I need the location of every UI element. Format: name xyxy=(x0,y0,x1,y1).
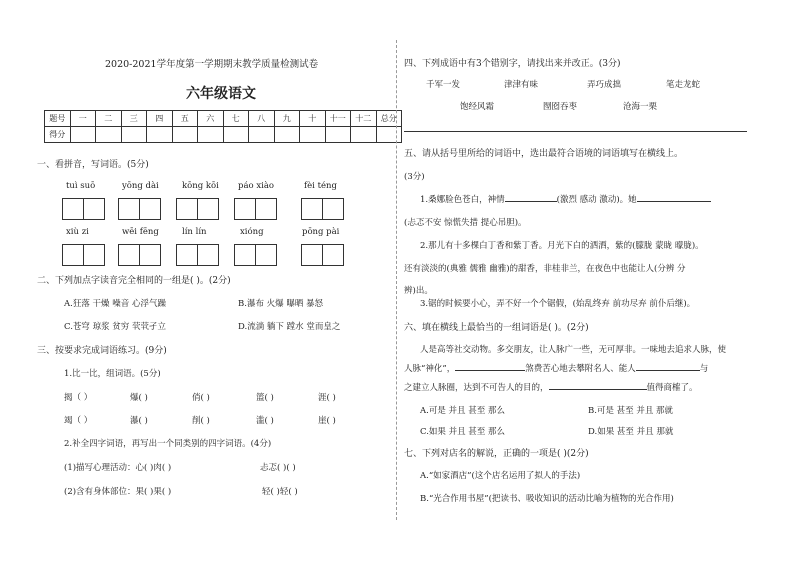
option-b: B.“光合作用书屋”(把读书、吸收知识的活动比喻为植物的光合作用) xyxy=(420,494,674,504)
pinyin: fèi téng xyxy=(304,181,337,191)
table-cell: 题号 xyxy=(45,111,71,127)
score-cell[interactable] xyxy=(147,127,173,143)
answer-boxes[interactable] xyxy=(62,244,104,266)
q6-passage-line3 xyxy=(404,381,698,393)
score-cell[interactable] xyxy=(376,127,402,143)
text: 人脉“神化”， xyxy=(404,364,456,374)
idiom: 沧海一栗 xyxy=(623,102,658,112)
answer-boxes[interactable] xyxy=(301,198,343,220)
word-item: 揭（ ） xyxy=(64,393,93,403)
table-cell: 四 xyxy=(147,111,173,127)
pinyin: páo xiào xyxy=(238,181,275,191)
blank-line[interactable] xyxy=(505,201,557,202)
idiom: 弄巧成拙 xyxy=(587,80,622,90)
table-cell: 九 xyxy=(274,111,300,127)
score-table-header-row xyxy=(45,111,402,127)
option-a: A.“如家酒店”(这个店名运用了拟人的手法) xyxy=(420,471,581,481)
text: (激烈 感动 激动)。她 xyxy=(556,195,637,205)
idiom: 饱经风霜 xyxy=(460,102,495,112)
fill-line: (1)描写心理活动：心( )肉( ) xyxy=(64,463,172,473)
q2-title: 二、下列加点字读音完全相同的一组是( )。(2分) xyxy=(37,276,231,286)
q3-title: 三、按要求完成词语练习。(9分) xyxy=(37,346,167,356)
table-cell: 十二 xyxy=(351,111,377,127)
score-table xyxy=(44,110,402,143)
pinyin: wēi fēng xyxy=(122,227,159,237)
q5-score: (3分) xyxy=(404,172,425,182)
q5-title: 五、请从括号里所给的词语中，选出最符合语境的词语填写在横线上。 xyxy=(404,149,684,159)
blank-line[interactable] xyxy=(636,370,700,371)
q5-sentence-2-end: 辨)出。 xyxy=(404,286,433,296)
q5-sentence-2-cont: 还有淡淡的(典雅 儒雅 幽雅)的甜香，非桂非兰，在夜色中也能让人(分辨 分 xyxy=(404,264,686,274)
fill-line: (2)含有身体部位：果( )果( ) xyxy=(64,487,172,497)
answer-boxes[interactable] xyxy=(176,198,218,220)
idiom: 笔走龙蛇 xyxy=(666,80,701,90)
table-cell: 七 xyxy=(223,111,249,127)
table-cell: 五 xyxy=(172,111,198,127)
answer-boxes[interactable] xyxy=(176,244,218,266)
table-cell: 八 xyxy=(249,111,275,127)
q5-sentence-3: 3.锯的时候要小心，弄不好一个个锯假，(始乱终弃 前功尽弃 前仆后继)。 xyxy=(420,299,696,309)
pinyin: xiù zi xyxy=(66,227,89,237)
answer-boxes[interactable] xyxy=(118,198,160,220)
option-c: C.如果 并且 甚至 那么 xyxy=(420,427,506,437)
option-b: B.瀑布 火爆 曝晒 暴怒 xyxy=(238,299,324,309)
table-cell: 十一 xyxy=(325,111,351,127)
word-item: 竭（ ） xyxy=(64,416,93,426)
q5-sentence-1 xyxy=(420,193,711,205)
idiom: 千军一发 xyxy=(426,80,461,90)
q6-passage-line2 xyxy=(404,362,708,374)
word-item: 崖( ) xyxy=(318,416,336,426)
text: 与 xyxy=(699,364,709,374)
score-cell[interactable] xyxy=(249,127,275,143)
answer-boxes[interactable] xyxy=(234,244,276,266)
pinyin: kōng kōi xyxy=(182,181,219,191)
table-cell: 三 xyxy=(121,111,147,127)
score-table-score-row xyxy=(45,127,402,143)
pinyin: pōng pài xyxy=(302,227,340,237)
word-item: 篮( ) xyxy=(256,393,274,403)
table-cell: 二 xyxy=(96,111,122,127)
table-cell: 一 xyxy=(70,111,96,127)
word-item: 削( ) xyxy=(192,416,210,426)
pinyin: xióng xyxy=(240,227,264,237)
q3-sub1: 1.比一比，组词语。(5分) xyxy=(64,369,161,379)
idiom: 津津有味 xyxy=(504,80,539,90)
pinyin: tuì suō xyxy=(66,181,96,191)
option-d: D.流淌 躺下 蹚水 堂而皇之 xyxy=(238,322,341,332)
score-cell[interactable] xyxy=(223,127,249,143)
q4-title: 四、下列成语中有3个错别字，请找出来并改正。(3分) xyxy=(404,59,621,69)
text: 1.桑娜脸色苍白，神情 xyxy=(420,195,505,205)
q3-sub2: 2.补全四字词语，再写出一个同类别的四字词语。(4分) xyxy=(64,439,272,449)
option-a: A.狂落 干燥 噪音 心浮气躁 xyxy=(64,299,166,309)
answer-line[interactable] xyxy=(404,131,747,132)
score-cell[interactable] xyxy=(96,127,122,143)
score-cell[interactable] xyxy=(300,127,326,143)
option-b: B.可是 甚至 并且 那就 xyxy=(588,406,674,416)
pinyin: yōng dài xyxy=(122,181,159,191)
text: 值得商榷了。 xyxy=(646,383,698,393)
option-d: D.如果 甚至 并且 那就 xyxy=(588,427,674,437)
word-item: 爆( ) xyxy=(130,393,148,403)
subject-title: 六年级语文 xyxy=(186,86,256,102)
word-item: 涯( ) xyxy=(318,393,336,403)
word-item: 瀑( ) xyxy=(130,416,148,426)
q1-title: 一、看拼音，写词语。(5分) xyxy=(37,160,149,170)
word-item: 俏( ) xyxy=(192,393,210,403)
answer-boxes[interactable] xyxy=(118,244,160,266)
blank-line[interactable] xyxy=(637,201,711,202)
blank-line[interactable] xyxy=(549,389,647,390)
answer-boxes[interactable] xyxy=(234,198,276,220)
table-cell: 总分 xyxy=(376,111,402,127)
score-cell[interactable] xyxy=(121,127,147,143)
q6-passage: 人是高等社交动物。多交朋友，让人脉广一些，无可厚非。一味地去追求人脉，使 xyxy=(420,345,727,355)
table-cell: 六 xyxy=(198,111,224,127)
idiom: 囫囵吞枣 xyxy=(543,102,578,112)
option-c: C.苍穹 琼浆 贫穷 茕茕孑立 xyxy=(64,322,167,332)
q5-sentence-2: 2.那儿有十多棵白丁香和紫丁香。月光下白的洒洒，紫的(朦胧 蒙眬 曚胧)。 xyxy=(420,241,704,251)
score-cell[interactable] xyxy=(172,127,198,143)
pinyin: lín lín xyxy=(182,227,207,237)
q5-sentence-1-cont: (忐忑不安 惊慌失措 提心吊胆)。 xyxy=(404,218,527,228)
fill-line: 忐忑( )( ) xyxy=(260,463,296,473)
score-cell[interactable] xyxy=(70,127,96,143)
column-divider xyxy=(396,40,397,520)
score-cell[interactable] xyxy=(351,127,377,143)
table-cell: 十 xyxy=(300,111,326,127)
score-cell[interactable] xyxy=(198,127,224,143)
word-item: 滥( ) xyxy=(256,416,274,426)
text: 煞费苦心地去攀附名人、能人 xyxy=(525,364,636,374)
fill-line: 轻( )轻( ) xyxy=(262,487,298,497)
option-a: A.可是 并且 甚至 那么 xyxy=(420,406,505,416)
score-cell[interactable] xyxy=(325,127,351,143)
score-cell[interactable] xyxy=(274,127,300,143)
q6-title: 六、填在横线上最恰当的一组词语是( )。(2分) xyxy=(404,323,589,333)
blank-line[interactable] xyxy=(455,370,525,371)
exam-title: 2020-2021学年度第一学期期末教学质量检测试卷 xyxy=(105,59,319,70)
q7-title: 七、下列对店名的解说，正确的一项是( )(2分) xyxy=(404,449,589,459)
answer-boxes[interactable] xyxy=(62,198,104,220)
answer-boxes[interactable] xyxy=(301,244,343,266)
table-cell: 得分 xyxy=(45,127,71,143)
text: 之建立人脉圈，达到不可告人的目的， xyxy=(404,383,549,393)
